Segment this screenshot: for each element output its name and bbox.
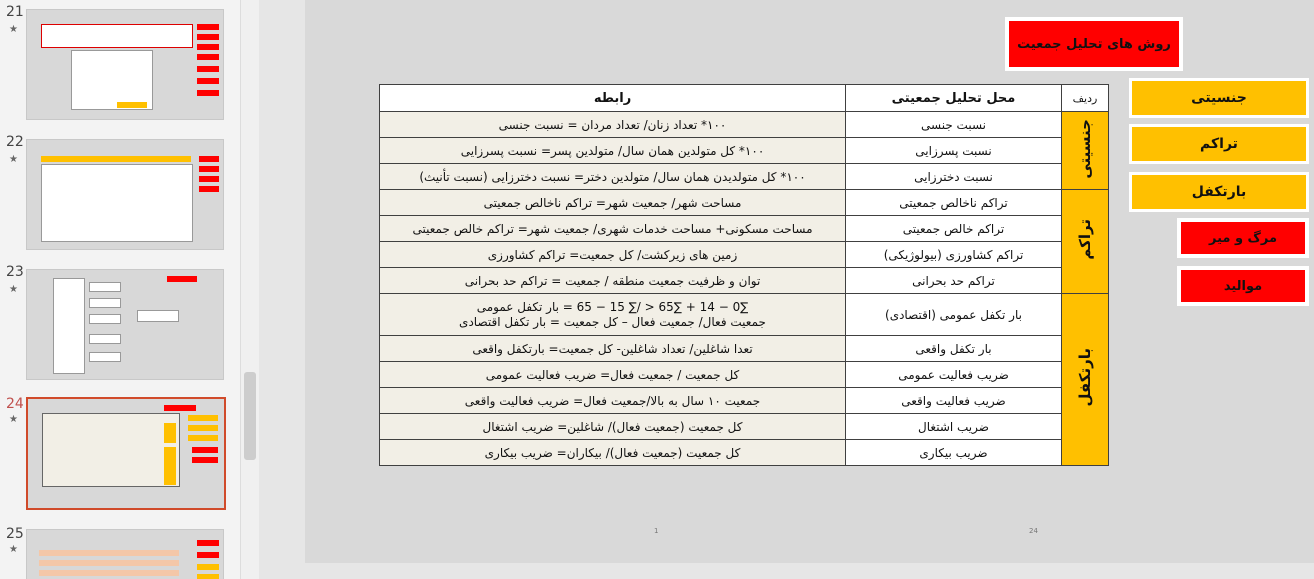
thumb-number-21: 21 — [6, 4, 24, 20]
table-cell-location: تراکم ناخالص جمعیتی — [846, 190, 1062, 216]
table-cell-location: ضریب فعالیت عمومی — [846, 362, 1062, 388]
table-cell-location: تراکم حد بحرانی — [846, 268, 1062, 294]
table-cell-location: تراکم خالص جمعیتی — [846, 216, 1062, 242]
group-label: بارتکفل — [1076, 348, 1094, 407]
footer-left-number: 1 — [654, 527, 659, 535]
table-cell-relation: مساحت مسکونی+ مساحت خدمات شهری/ جمعیت شهر= تراکم خالص جمعیتی — [380, 216, 846, 242]
slide-thumbnail-22[interactable] — [26, 139, 224, 250]
button-density[interactable]: تراکم — [1129, 124, 1309, 164]
header-relation: رابطه — [380, 85, 846, 112]
table-cell-location: ضریب بیکاری — [846, 440, 1062, 466]
slide-thumbnail-24[interactable] — [26, 397, 226, 510]
thumb-number-25: 25 — [6, 526, 24, 542]
table-cell-relation — [380, 294, 846, 336]
star-icon: ★ — [9, 24, 18, 35]
thumbnail-scrollbar[interactable] — [240, 0, 259, 579]
table-cell-location: نسبت جنسی — [846, 112, 1062, 138]
group-density — [1062, 190, 1109, 294]
table-cell-relation: توان و ظرفیت جمعیت منطقه / جمعیت = تراکم حد بحرانی — [380, 268, 846, 294]
slide-thumbnail-21[interactable] — [26, 9, 224, 120]
slide-thumbnail-panel — [0, 0, 259, 579]
thumb-number-24: 24 — [6, 396, 24, 412]
table-cell-relation: ۱۰۰* کل متولدین همان سال/ متولدین پسر= نسبت پسرزایی — [380, 138, 846, 164]
table-cell-location: ضریب فعالیت واقعی — [846, 388, 1062, 414]
star-icon: ★ — [9, 154, 18, 165]
header-row: ردیف — [1062, 85, 1109, 112]
slide-thumbnail-23[interactable] — [26, 269, 224, 380]
table-cell-location: نسبت پسرزایی — [846, 138, 1062, 164]
star-icon: ★ — [9, 284, 18, 295]
button-births[interactable]: موالید — [1177, 266, 1309, 306]
table-cell-relation: کل جمعیت (جمعیت فعال)/ بیکاران= ضریب بیکاری — [380, 440, 846, 466]
table-cell-relation: تعدا شاغلین/ تعداد شاغلین- کل جمعیت= بارتکفل واقعی — [380, 336, 846, 362]
star-icon: ★ — [9, 414, 18, 425]
group-label: جنسیتی — [1076, 118, 1094, 179]
table-cell-location: تراکم کشاورزی (بیولوژیکی) — [846, 242, 1062, 268]
slide-editor — [262, 0, 1314, 579]
table-cell-relation: ۱۰۰* کل متولدیدن همان سال/ متولدین دختر= نسبت دخترزایی (نسبت تأنیث) — [380, 164, 846, 190]
button-mortality[interactable]: مرگ و میر — [1177, 218, 1309, 258]
slide-thumbnail-25[interactable] — [26, 529, 224, 579]
footer-slide-number: 24 — [1029, 527, 1038, 535]
table-cell-location: نسبت دخترزایی — [846, 164, 1062, 190]
table-cell-relation: زمین های زیرکشت/ کل جمعیت= تراکم کشاورزی — [380, 242, 846, 268]
formula-line: ∑0 − 14 + ∑65 < /∑ 15 − 65 = بار تکفل عمومی — [476, 299, 749, 314]
star-icon: ★ — [9, 544, 18, 555]
thumbnail-list — [0, 0, 240, 579]
header-location: محل تحلیل جمعیتی — [846, 85, 1062, 112]
thumb-number-22: 22 — [6, 134, 24, 150]
table-cell-relation: ۱۰۰* تعداد زنان/ تعداد مردان = نسبت جنسی — [380, 112, 846, 138]
group-label: تراکم — [1076, 219, 1094, 260]
group-gender — [1062, 112, 1109, 190]
button-dependency[interactable]: بارتکفل — [1129, 172, 1309, 212]
thumb-number-23: 23 — [6, 264, 24, 280]
table-cell-relation: کل جمعیت / جمعیت فعال= ضریب فعالیت عمومی — [380, 362, 846, 388]
slide-canvas[interactable] — [305, 0, 1314, 563]
analysis-table — [379, 84, 1109, 466]
title-box[interactable]: روش های تحلیل جمعیت — [1005, 17, 1183, 71]
table-cell-relation: کل جمعیت (جمعیت فعال)/ شاغلین= ضریب اشتغال — [380, 414, 846, 440]
table-cell-location: بار تکفل عمومی (اقتصادی) — [846, 294, 1062, 336]
button-gender[interactable]: جنسیتی — [1129, 78, 1309, 118]
table-cell-relation: مساحت شهر/ جمعیت شهر= تراکم ناخالص جمعیتی — [380, 190, 846, 216]
group-dependency — [1062, 294, 1109, 466]
scrollbar-thumb[interactable] — [244, 372, 256, 460]
table-cell-relation: جمعیت ۱۰ سال به بالا/جمعیت فعال= ضریب فعالیت واقعی — [380, 388, 846, 414]
table-cell-location: بار تکفل واقعی — [846, 336, 1062, 362]
formula-line: جمعیت فعال/ جمعیت فعال – کل جمعیت = بار تکفل اقتصادی — [459, 314, 766, 329]
table-cell-location: ضریب اشتغال — [846, 414, 1062, 440]
